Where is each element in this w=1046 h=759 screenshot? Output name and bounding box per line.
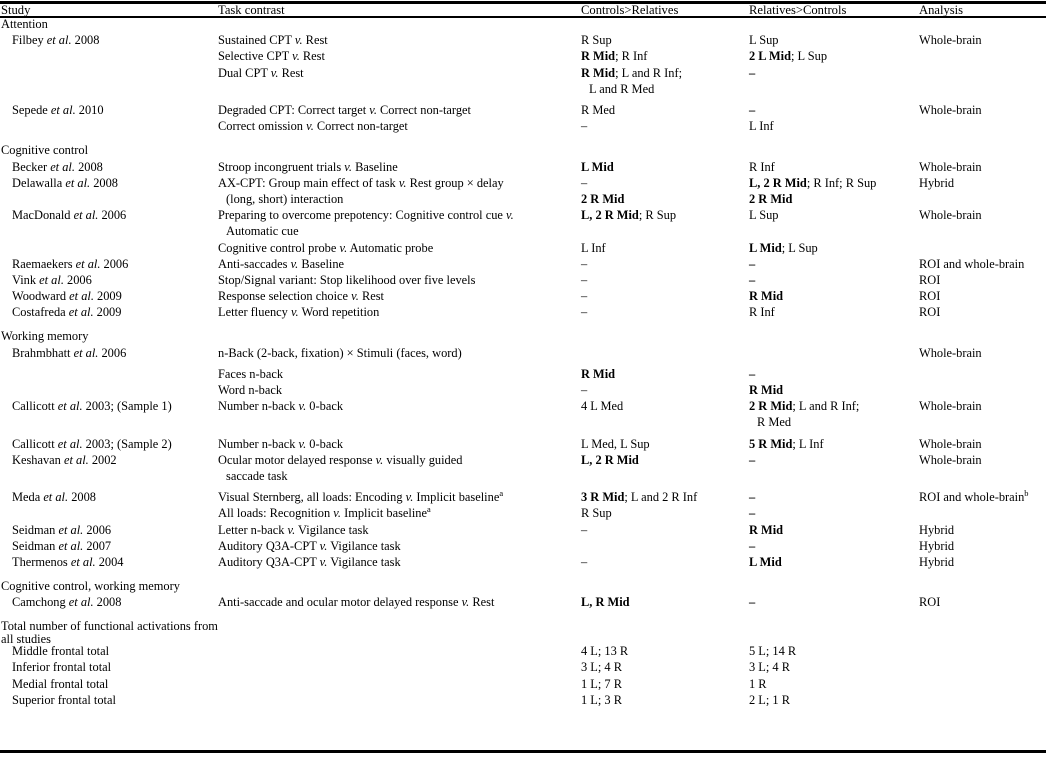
study-cell: Seidman et al. 2007 <box>12 538 112 553</box>
analysis-cell: Hybrid <box>919 522 955 537</box>
analysis-cell: Whole-brain <box>919 208 982 223</box>
study-cell <box>0 50 218 66</box>
bottom-spacer <box>0 710 1046 750</box>
study-cell <box>0 384 218 400</box>
controls-gt-relatives-cell: – <box>581 119 588 134</box>
controls-gt-relatives-cell: – <box>581 175 588 190</box>
analysis-cell <box>919 120 1046 136</box>
study-cell: Seidman et al. 2006 <box>12 522 112 537</box>
controls-gt-relatives-cell <box>581 580 749 596</box>
column-header-analysis: Analysis <box>919 2 964 17</box>
task-contrast-cell: Selective CPT v. Rest <box>218 49 325 64</box>
analysis-cell: Whole-brain <box>919 103 982 118</box>
analysis-cell: ROI <box>919 289 941 304</box>
study-cell: MacDonald et al. 2006 <box>12 208 127 223</box>
table-row <box>0 34 1046 50</box>
relatives-gt-controls-cell: 2 R Mid <box>749 191 793 206</box>
task-contrast-cell: Degraded CPT: Correct target v. Correct non-target <box>218 103 471 118</box>
totals-analysis-cell <box>919 694 1046 710</box>
totals-task-cell <box>218 694 581 710</box>
table-row <box>0 177 1046 193</box>
controls-gt-relatives-cell: – <box>581 522 588 537</box>
task-contrast-cell: Anti-saccade and ocular motor delayed response v. Rest <box>218 595 495 610</box>
table-row <box>0 50 1046 66</box>
table-header <box>0 4 1046 17</box>
column-header-relatives-gt-controls: Relatives>Controls <box>749 2 847 17</box>
relatives-gt-controls-cell: L Sup <box>749 33 779 48</box>
task-contrast-cell: Number n-back v. 0-back <box>218 436 344 451</box>
task-contrast-cell: Letter n-back v. Vigilance task <box>218 522 369 537</box>
controls-gt-relatives-cell: R Sup <box>581 33 612 48</box>
totals-controls-gt-relatives: 4 L; 13 R <box>581 644 629 659</box>
relatives-gt-controls-cell: – <box>749 595 756 610</box>
task-contrast-cell: Anti-saccades v. Baseline <box>218 256 345 271</box>
relatives-gt-controls-cell: R Mid <box>749 289 784 304</box>
relatives-gt-controls-cell <box>749 470 919 486</box>
study-cell <box>0 83 218 99</box>
totals-row <box>0 694 1046 710</box>
task-contrast-cell <box>218 18 581 34</box>
study-cell: Sepede et al. 2010 <box>12 103 104 118</box>
relatives-gt-controls-cell: – <box>749 272 756 287</box>
table-bottom-rule <box>0 750 1046 753</box>
task-contrast-cell: Auditory Q3A-CPT v. Vigilance task <box>218 538 401 553</box>
table-row <box>0 438 1046 454</box>
analysis-cell: Whole-brain <box>919 436 982 451</box>
study-cell <box>0 507 218 523</box>
spacer-cell <box>0 136 1046 144</box>
study-cell <box>0 67 218 83</box>
task-contrast-cell: (long, short) interaction <box>226 191 344 206</box>
column-header-study: Study <box>1 2 31 17</box>
analysis-cell: Hybrid <box>919 554 955 569</box>
analysis-cell: Whole-brain <box>919 345 982 360</box>
table-row <box>0 120 1046 136</box>
controls-gt-relatives-cell: R Med <box>581 103 616 118</box>
totals-label: Medial frontal total <box>12 676 109 691</box>
table-row <box>0 384 1046 400</box>
controls-gt-relatives-cell: 2 R Mid <box>581 191 625 206</box>
analysis-cell <box>919 580 1046 596</box>
table-row <box>0 347 1046 363</box>
task-contrast-cell <box>218 144 581 160</box>
spacer-cell <box>0 710 1046 750</box>
group-heading-row <box>0 144 1046 160</box>
study-cell: Brahmbhatt et al. 2006 <box>12 345 127 360</box>
totals-row <box>0 661 1046 677</box>
analysis-cell <box>919 18 1046 34</box>
study-cell: Camchong et al. 2008 <box>12 595 122 610</box>
table-row <box>0 556 1046 572</box>
relatives-gt-controls-cell: – <box>749 538 756 553</box>
relatives-gt-controls-cell: L Inf <box>749 119 774 134</box>
study-cell: Callicott et al. 2003; (Sample 1) <box>12 399 172 414</box>
controls-gt-relatives-cell: L Mid <box>581 159 614 174</box>
relatives-gt-controls-cell: R Inf <box>749 305 775 320</box>
task-contrast-cell: AX-CPT: Group main effect of task v. Rest group × delay <box>218 175 504 190</box>
controls-gt-relatives-cell <box>581 225 749 241</box>
relatives-gt-controls-cell <box>749 18 919 34</box>
analysis-cell: Whole-brain <box>919 33 982 48</box>
table-row <box>0 454 1046 470</box>
controls-gt-relatives-cell <box>581 416 749 432</box>
relatives-gt-controls-cell <box>749 144 919 160</box>
study-cell: Becker et al. 2008 <box>12 159 103 174</box>
relatives-gt-controls-cell: L, 2 R Mid; R Inf; R Sup <box>749 175 877 190</box>
table-row-continuation <box>0 83 1046 99</box>
controls-gt-relatives-cell: R Mid; L and R Inf; <box>581 65 683 80</box>
analysis-cell: ROI <box>919 305 941 320</box>
relatives-gt-controls-cell <box>749 347 919 363</box>
task-contrast-cell <box>218 83 581 99</box>
task-contrast-cell: Number n-back v. 0-back <box>218 399 344 414</box>
study-cell <box>0 416 218 432</box>
task-contrast-cell: Dual CPT v. Rest <box>218 65 304 80</box>
table-row <box>0 290 1046 306</box>
relatives-gt-controls-cell: R Mid <box>749 383 784 398</box>
row-spacer <box>0 136 1046 144</box>
controls-gt-relatives-cell: – <box>581 272 588 287</box>
controls-gt-relatives-cell <box>581 620 749 645</box>
totals-analysis-cell <box>919 661 1046 677</box>
totals-relatives-gt-controls: 5 L; 14 R <box>749 644 797 659</box>
relatives-gt-controls-cell: L Sup <box>749 208 779 223</box>
group-heading-row <box>0 18 1046 34</box>
table-row <box>0 596 1046 612</box>
task-contrast-cell: All loads: Recognition v. Implicit baseline$^a$ <box>218 504 431 521</box>
analysis-cell <box>919 368 1046 384</box>
task-contrast-cell: saccade task <box>226 468 288 483</box>
task-contrast-cell: Preparing to overcome prepotency: Cognitive control cue v. <box>218 208 514 223</box>
group-label: Cognitive control, working memory <box>1 579 180 594</box>
analysis-cell: Whole-brain <box>919 159 982 174</box>
controls-gt-relatives-cell: R Sup <box>581 506 612 521</box>
task-contrast-cell: Automatic cue <box>226 224 299 239</box>
controls-gt-relatives-cell: 4 L Med <box>581 399 624 414</box>
controls-gt-relatives-cell: L, 2 R Mid <box>581 452 639 467</box>
relatives-gt-controls-cell: R Med <box>757 415 792 430</box>
analysis-cell <box>919 416 1046 432</box>
group-label: Attention <box>1 17 48 32</box>
totals-controls-gt-relatives: 1 L; 3 R <box>581 692 622 707</box>
study-cell: Filbey et al. 2008 <box>12 33 100 48</box>
relatives-gt-controls-cell: – <box>749 490 756 505</box>
table-row <box>0 225 1046 241</box>
totals-analysis-cell <box>919 645 1046 661</box>
table-row <box>0 274 1046 290</box>
table-row <box>0 306 1046 322</box>
group-label: Working memory <box>1 329 89 344</box>
table-row <box>0 368 1046 384</box>
table-row-continuation <box>0 416 1046 432</box>
analysis-cell <box>919 242 1046 258</box>
study-cell <box>0 242 218 258</box>
analysis-cell: Hybrid <box>919 175 955 190</box>
totals-analysis-cell <box>919 678 1046 694</box>
task-contrast-cell: Stop/Signal variant: Stop likelihood over five levels <box>218 272 476 287</box>
analysis-cell: ROI and whole-brain <box>919 256 1025 271</box>
relatives-gt-controls-cell: – <box>749 103 756 118</box>
analysis-cell <box>919 620 1046 645</box>
totals-task-cell <box>218 645 581 661</box>
task-contrast-cell: Visual Sternberg, all loads: Encoding v. Implicit baseline$^a$ <box>218 488 504 505</box>
task-contrast-cell: Cognitive control probe v. Automatic probe <box>218 240 434 255</box>
totals-row <box>0 678 1046 694</box>
table-row <box>0 193 1046 209</box>
table-row <box>0 258 1046 274</box>
controls-gt-relatives-cell: 3 R Mid; L and 2 R Inf <box>581 490 698 505</box>
totals-label: Middle frontal total <box>12 644 110 659</box>
group-heading-row <box>0 330 1046 346</box>
table-row <box>0 242 1046 258</box>
group-heading-row <box>0 580 1046 596</box>
study-cell <box>0 368 218 384</box>
analysis-cell: ROI <box>919 272 941 287</box>
controls-gt-relatives-cell: R Mid <box>581 366 616 381</box>
task-contrast-cell: Stroop incongruent trials v. Baseline <box>218 159 398 174</box>
study-cell: Costafreda et al. 2009 <box>12 305 122 320</box>
controls-gt-relatives-cell: L, 2 R Mid; R Sup <box>581 208 677 223</box>
analysis-cell <box>919 144 1046 160</box>
row-spacer <box>0 322 1046 330</box>
relatives-gt-controls-cell: 2 L Mid; L Sup <box>749 49 828 64</box>
controls-gt-relatives-cell <box>581 540 749 556</box>
controls-gt-relatives-cell <box>581 144 749 160</box>
task-contrast-cell: Sustained CPT v. Rest <box>218 33 328 48</box>
controls-gt-relatives-cell: R Mid; R Inf <box>581 49 648 64</box>
totals-task-cell <box>218 678 581 694</box>
relatives-gt-controls-cell: – <box>749 366 756 381</box>
relatives-gt-controls-cell <box>749 330 919 346</box>
analysis-cell <box>919 50 1046 66</box>
task-contrast-cell: Letter fluency v. Word repetition <box>218 305 380 320</box>
relatives-gt-controls-cell: R Mid <box>749 522 784 537</box>
task-contrast-cell: Auditory Q3A-CPT v. Vigilance task <box>218 554 401 569</box>
study-cell <box>0 193 218 209</box>
table-row <box>0 507 1046 523</box>
controls-gt-relatives-cell: – <box>581 383 588 398</box>
analysis-cell <box>919 384 1046 400</box>
analysis-cell: ROI and whole-brain$^b$ <box>919 488 1029 505</box>
analysis-cell: Whole-brain <box>919 399 982 414</box>
analysis-cell: ROI <box>919 595 941 610</box>
study-cell: Keshavan et al. 2002 <box>12 452 117 467</box>
controls-gt-relatives-cell <box>581 18 749 34</box>
study-cell <box>0 470 218 486</box>
study-cell: Vink et al. 2006 <box>12 272 92 287</box>
table-row <box>0 161 1046 177</box>
totals-controls-gt-relatives: 1 L; 7 R <box>581 676 622 691</box>
table-row <box>0 540 1046 556</box>
task-contrast-cell <box>218 580 581 596</box>
analysis-cell <box>919 67 1046 83</box>
table-root <box>0 1 1046 759</box>
group-label: Cognitive control <box>1 143 89 158</box>
controls-gt-relatives-cell: – <box>581 554 588 569</box>
study-cell: Total number of functional activations from all studies <box>1 619 218 646</box>
table-row <box>0 209 1046 225</box>
totals-label: Superior frontal total <box>12 692 116 707</box>
relatives-gt-controls-cell: – <box>749 65 756 80</box>
relatives-gt-controls-cell <box>749 580 919 596</box>
study-cell: Raemaekers et al. 2006 <box>12 256 129 271</box>
study-cell: Callicott et al. 2003; (Sample 2) <box>12 436 172 451</box>
table-row <box>0 470 1046 486</box>
relatives-gt-controls-cell: – <box>749 506 756 521</box>
task-contrast-cell: n-Back (2-back, fixation) × Stimuli (faces, word) <box>218 345 462 360</box>
totals-relatives-gt-controls: 2 L; 1 R <box>749 692 790 707</box>
controls-gt-relatives-cell <box>581 330 749 346</box>
spacer-cell <box>0 322 1046 330</box>
controls-gt-relatives-cell: L, R Mid <box>581 595 630 610</box>
study-cell <box>0 120 218 136</box>
totals-relatives-gt-controls: 3 L; 4 R <box>749 660 790 675</box>
controls-gt-relatives-cell: L Med, L Sup <box>581 436 650 451</box>
analysis-cell <box>919 507 1046 523</box>
relatives-gt-controls-cell: 2 R Mid; L and R Inf; <box>749 399 860 414</box>
totals-label: Inferior frontal total <box>12 660 112 675</box>
task-contrast-cell <box>218 416 581 432</box>
relatives-gt-controls-cell: – <box>749 452 756 467</box>
controls-gt-relatives-cell: L and R Med <box>589 81 655 96</box>
analysis-cell: Hybrid <box>919 538 955 553</box>
task-contrast-cell: Word n-back <box>218 383 283 398</box>
header-row <box>0 4 1046 17</box>
totals-relatives-gt-controls: 1 R <box>749 676 767 691</box>
study-cell: Delawalla et al. 2008 <box>12 175 118 190</box>
relatives-gt-controls-cell <box>749 225 919 241</box>
controls-gt-relatives-cell <box>581 347 749 363</box>
relatives-gt-controls-cell <box>749 83 919 99</box>
relatives-gt-controls-cell: L Mid <box>749 554 782 569</box>
controls-gt-relatives-cell: L Inf <box>581 240 606 255</box>
study-cell: Thermenos et al. 2004 <box>12 554 124 569</box>
table-row <box>0 491 1046 507</box>
totals-row <box>0 645 1046 661</box>
analysis-cell <box>919 470 1046 486</box>
analysis-cell <box>919 225 1046 241</box>
table-body <box>0 18 1046 750</box>
totals-controls-gt-relatives: 3 L; 4 R <box>581 660 622 675</box>
table-row <box>0 104 1046 120</box>
task-contrast-cell: Ocular motor delayed response v. visually guided <box>218 452 463 467</box>
column-header-task-contrast: Task contrast <box>218 2 285 17</box>
totals-task-cell <box>218 661 581 677</box>
relatives-gt-controls-cell: 5 R Mid; L Inf <box>749 436 824 451</box>
controls-gt-relatives-cell: – <box>581 289 588 304</box>
column-header-controls-gt-relatives: Controls>Relatives <box>581 2 679 17</box>
relatives-gt-controls-cell <box>749 620 919 645</box>
study-cell: Woodward et al. 2009 <box>12 289 122 304</box>
table-row <box>0 400 1046 416</box>
table-row <box>0 67 1046 83</box>
analysis-cell <box>919 83 1046 99</box>
task-contrast-cell: Faces n-back <box>218 366 284 381</box>
controls-gt-relatives-cell: – <box>581 305 588 320</box>
relatives-gt-controls-cell: R Inf <box>749 159 775 174</box>
controls-gt-relatives-cell: – <box>581 256 588 271</box>
study-cell <box>0 225 218 241</box>
relatives-gt-controls-cell: L Mid; L Sup <box>749 240 818 255</box>
totals-heading-row <box>0 620 1046 645</box>
analysis-cell <box>919 193 1046 209</box>
relatives-gt-controls-cell: – <box>749 256 756 271</box>
study-cell: Meda et al. 2008 <box>12 490 96 505</box>
analysis-cell <box>919 330 1046 346</box>
task-contrast-cell <box>218 620 581 645</box>
task-contrast-cell <box>218 330 581 346</box>
table-row <box>0 524 1046 540</box>
analysis-cell: Whole-brain <box>919 452 982 467</box>
task-contrast-cell: Correct omission v. Correct non-target <box>218 119 408 134</box>
task-contrast-cell: Response selection choice v. Rest <box>218 289 384 304</box>
controls-gt-relatives-cell <box>581 470 749 486</box>
